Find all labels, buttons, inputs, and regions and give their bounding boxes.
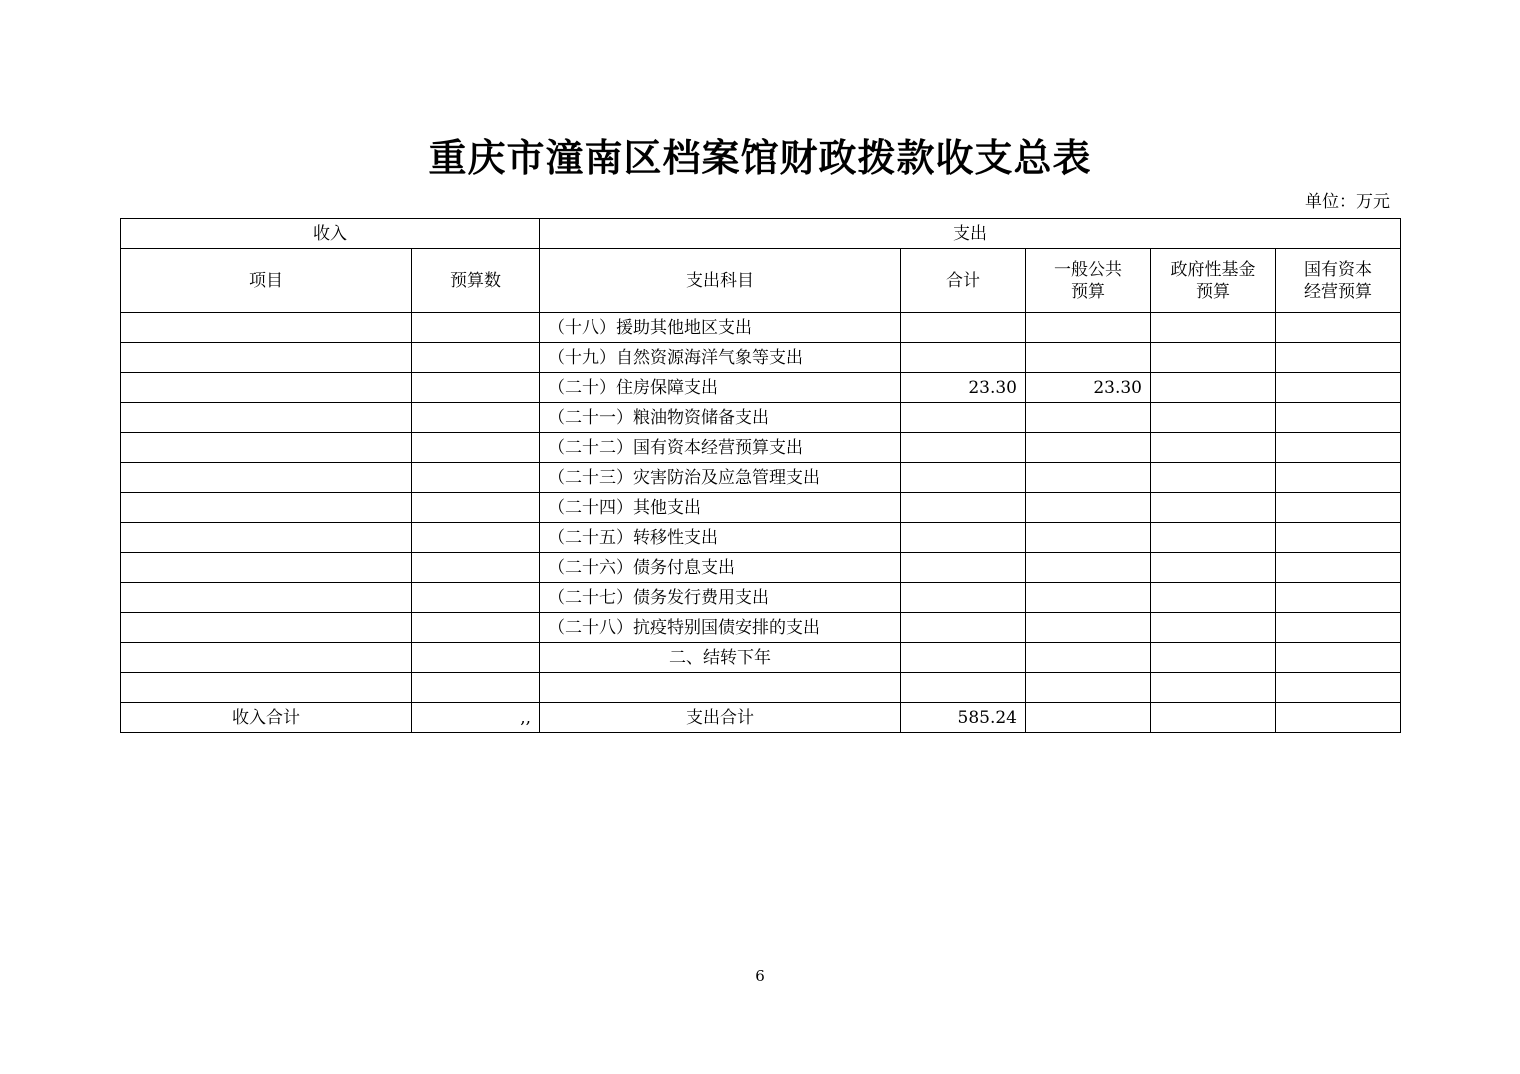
- cell-general: [1026, 673, 1151, 703]
- cell-income-total-label: 收入合计: [121, 703, 412, 733]
- cell-item: [121, 343, 412, 373]
- cell-fund: [1151, 313, 1276, 343]
- table-row: [121, 493, 1401, 523]
- cell-capital: [1276, 583, 1401, 613]
- cell-general: [1026, 433, 1151, 463]
- header-general-line2: 预算: [1071, 281, 1105, 302]
- cell-total: [901, 433, 1026, 463]
- header-total: 合计: [901, 249, 1026, 313]
- cell-total: [901, 583, 1026, 613]
- cell-capital: [1276, 463, 1401, 493]
- cell-capital: [1276, 643, 1401, 673]
- cell-item: [121, 523, 412, 553]
- cell-fund: [1151, 373, 1276, 403]
- cell-income-total-value: ,,: [412, 703, 540, 733]
- cell-expense-total-value: 585.24: [901, 703, 1026, 733]
- header-general-budget: [1026, 249, 1151, 313]
- table-row: [121, 463, 1401, 493]
- header-gov-fund-line2: 预算: [1196, 281, 1230, 302]
- header-gov-fund-budget: [1151, 249, 1276, 313]
- table-row: [121, 583, 1401, 613]
- cell-subject: （二十八）抗疫特别国债安排的支出: [540, 613, 901, 643]
- cell-general: [1026, 523, 1151, 553]
- cell-general: [1026, 553, 1151, 583]
- cell-general: [1026, 583, 1151, 613]
- cell-general: [1026, 343, 1151, 373]
- cell-budget: [412, 463, 540, 493]
- cell-budget: [412, 343, 540, 373]
- header-expense: 支出: [540, 219, 1401, 249]
- cell-item: [121, 673, 412, 703]
- cell-total: [901, 343, 1026, 373]
- cell-total: [901, 493, 1026, 523]
- cell-budget: [412, 583, 540, 613]
- cell-fund: [1151, 403, 1276, 433]
- table-row: [121, 433, 1401, 463]
- cell-capital-total: [1276, 703, 1401, 733]
- header-income: 收入: [121, 219, 540, 249]
- cell-item: [121, 403, 412, 433]
- header-state-capital-budget: [1276, 249, 1401, 313]
- cell-budget: [412, 643, 540, 673]
- header-general-line1: 一般公共: [1054, 259, 1122, 280]
- table-row: [121, 373, 1401, 403]
- cell-item: [121, 433, 412, 463]
- cell-general-total: [1026, 703, 1151, 733]
- cell-total: 23.30: [901, 373, 1026, 403]
- cell-budget: [412, 433, 540, 463]
- cell-capital: [1276, 343, 1401, 373]
- cell-subject: （十八）援助其他地区支出: [540, 313, 901, 343]
- cell-general: [1026, 613, 1151, 643]
- cell-capital: [1276, 673, 1401, 703]
- cell-subject: （二十七）债务发行费用支出: [540, 583, 901, 613]
- table-row: [121, 523, 1401, 553]
- fiscal-summary-table: [120, 218, 1401, 733]
- header-item: 项目: [121, 249, 412, 313]
- cell-budget: [412, 553, 540, 583]
- cell-capital: [1276, 523, 1401, 553]
- cell-budget: [412, 313, 540, 343]
- header-state-capital-line2: 经营预算: [1304, 281, 1373, 302]
- cell-general: [1026, 463, 1151, 493]
- cell-fund: [1151, 493, 1276, 523]
- cell-total: [901, 313, 1026, 343]
- cell-capital: [1276, 313, 1401, 343]
- cell-budget: [412, 613, 540, 643]
- cell-budget: [412, 523, 540, 553]
- cell-total: [901, 673, 1026, 703]
- cell-total: [901, 523, 1026, 553]
- cell-fund: [1151, 673, 1276, 703]
- cell-fund: [1151, 523, 1276, 553]
- table-row: [121, 643, 1401, 673]
- cell-capital: [1276, 403, 1401, 433]
- header-state-capital-line1: 国有资本: [1304, 259, 1373, 280]
- cell-subject: 二、结转下年: [540, 643, 901, 673]
- cell-fund: [1151, 463, 1276, 493]
- header-row-columns: [121, 249, 1401, 313]
- cell-item: [121, 643, 412, 673]
- table-row: [121, 613, 1401, 643]
- cell-capital: [1276, 493, 1401, 523]
- cell-subject: （二十四）其他支出: [540, 493, 901, 523]
- unit-label: 单位：万元: [1305, 192, 1390, 212]
- cell-subject: （二十）住房保障支出: [540, 373, 901, 403]
- cell-fund: [1151, 343, 1276, 373]
- cell-capital: [1276, 373, 1401, 403]
- cell-item: [121, 373, 412, 403]
- cell-item: [121, 313, 412, 343]
- cell-general: [1026, 643, 1151, 673]
- table-row: [121, 313, 1401, 343]
- cell-budget: [412, 373, 540, 403]
- cell-subject: （二十三）灾害防治及应急管理支出: [540, 463, 901, 493]
- header-row-group: [121, 219, 1401, 249]
- table-row: [121, 673, 1401, 703]
- cell-subject: （二十五）转移性支出: [540, 523, 901, 553]
- cell-fund: [1151, 643, 1276, 673]
- header-gov-fund-line1: 政府性基金: [1170, 259, 1256, 280]
- cell-item: [121, 583, 412, 613]
- cell-total: [901, 643, 1026, 673]
- cell-item: [121, 613, 412, 643]
- cell-fund: [1151, 613, 1276, 643]
- cell-general: [1026, 493, 1151, 523]
- cell-budget: [412, 493, 540, 523]
- table-row: [121, 553, 1401, 583]
- cell-subject: （二十一）粮油物资储备支出: [540, 403, 901, 433]
- cell-fund: [1151, 583, 1276, 613]
- cell-capital: [1276, 553, 1401, 583]
- header-budget: 预算数: [412, 249, 540, 313]
- page-number: 6: [755, 967, 765, 985]
- table-row: [121, 403, 1401, 433]
- cell-fund: [1151, 433, 1276, 463]
- cell-total: [901, 463, 1026, 493]
- document-title: 重庆市潼南区档案馆财政拨款收支总表: [428, 135, 1092, 180]
- cell-general: [1026, 313, 1151, 343]
- cell-expense-total-label: 支出合计: [540, 703, 901, 733]
- header-subject: 支出科目: [540, 249, 901, 313]
- cell-total: [901, 403, 1026, 433]
- cell-item: [121, 493, 412, 523]
- cell-subject: （二十六）债务付息支出: [540, 553, 901, 583]
- cell-total: [901, 613, 1026, 643]
- cell-budget: [412, 673, 540, 703]
- cell-subject: [540, 673, 901, 703]
- cell-fund: [1151, 553, 1276, 583]
- cell-item: [121, 553, 412, 583]
- cell-fund-total: [1151, 703, 1276, 733]
- cell-subject: （二十二）国有资本经营预算支出: [540, 433, 901, 463]
- cell-subject: （十九）自然资源海洋气象等支出: [540, 343, 901, 373]
- cell-capital: [1276, 433, 1401, 463]
- cell-total: [901, 553, 1026, 583]
- cell-item: [121, 463, 412, 493]
- cell-general: [1026, 403, 1151, 433]
- cell-capital: [1276, 613, 1401, 643]
- cell-general: 23.30: [1026, 373, 1151, 403]
- totals-row: [121, 703, 1401, 733]
- table-row: [121, 343, 1401, 373]
- cell-budget: [412, 403, 540, 433]
